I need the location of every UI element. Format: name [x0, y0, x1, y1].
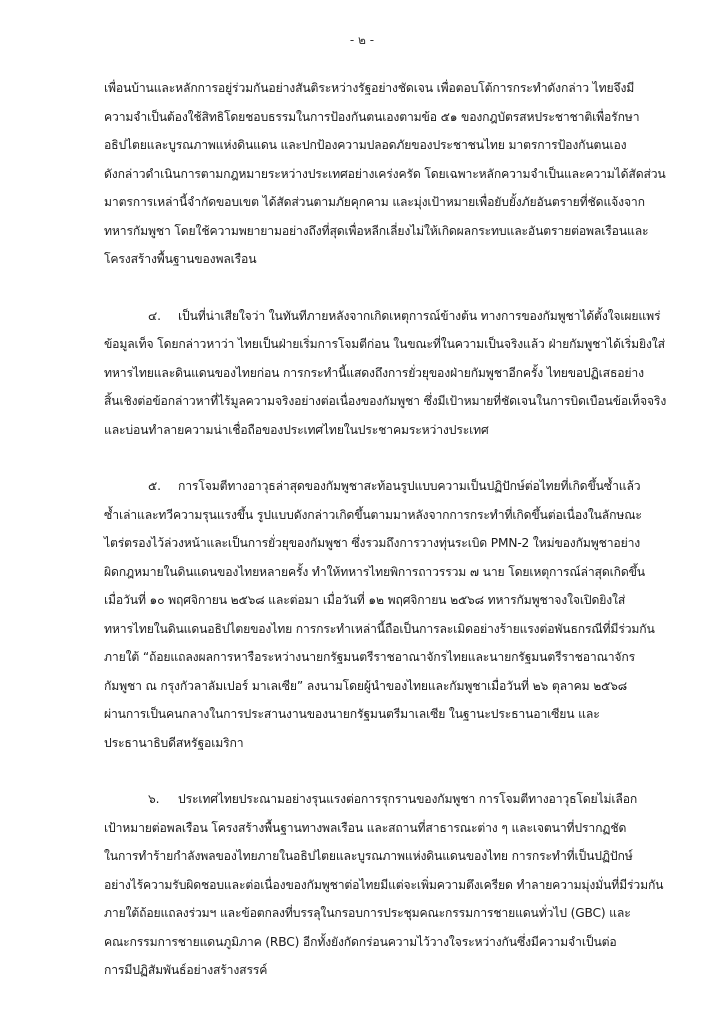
text-line-content: การโจมตีทางอาวุธล่าสุดของกัมพูชาสะท้อนรูปแบบความเป็นปฏิปักษ์ต่อไทยที่เกิดขึ้นซ้ำแล้ว: [178, 479, 641, 493]
text-line: เมื่อวันที่ ๑๐ พฤศจิกายน ๒๕๖๘ และต่อมา เมื่อวันที่ ๑๒ พฤศจิกายน ๒๕๖๘ ทหารกัมพูชาจงใจเปิดยิงใส่: [104, 593, 626, 607]
text-line-content: ประเทศไทยประณามอย่างรุนแรงต่อการรุกรานของกัมพูชา การโจมตีทางอาวุธโดยไม่เลือก: [178, 792, 638, 806]
text-line: ความจำเป็นต้องใช้สิทธิโดยชอบธรรมในการป้องกันตนเองตามข้อ ๕๑ ของกฎบัตรสหประชาชาติเพื่อรักษา: [104, 109, 640, 124]
text-line: การมีปฏิสัมพันธ์อย่างสร้างสรรค์: [104, 963, 268, 977]
text-line: ภายใต้ “ถ้อยแถลงผลการหารือระหว่างนายกรัฐมนตรีราชอาณาจักรไทยและนายกรัฐมนตรีราชอาณาจักร: [104, 650, 636, 664]
text-line: ทหารไทยในดินแดนอธิปไตยของไทย การกระทำเหล่านี้ถือเป็นการละเมิดอย่างร้ายแรงต่อพันธกรณีที่มีร่วมกัน: [104, 621, 655, 636]
text-line: ประธานาธิบดีสหรัฐอเมริกา: [104, 735, 244, 750]
paragraph-gap: [104, 444, 664, 472]
text-line: เพื่อนบ้านและหลักการอยู่ร่วมกันอย่างสันติระหว่างรัฐอย่างชัดเจน เพื่อตอบโต้การกระทำดังกล่าว ไทยจึงมี: [104, 81, 635, 95]
text-line: [104, 472, 664, 501]
paragraph-number: ๔.: [148, 308, 161, 323]
text-line: ในการทำร้ายกำลังพลของไทยภายในอธิปไตยและบูรณภาพแห่งดินแดนของไทย การกระทำที่เป็นปฏิปักษ์: [104, 849, 633, 863]
paragraph-5: [104, 472, 664, 757]
text-line: ภายใต้ถ้อยแถลงร่วมฯ และข้อตกลงที่บรรลุในกรอบการประชุมคณะกรรมการชายแดนทั่วไป (GBC) และ: [104, 906, 631, 920]
text-line-content: เป็นที่น่าเสียใจว่า ในทันทีภายหลังจากเกิดเหตุการณ์ข้างต้น ทางการของกัมพูชาได้ตั้งใจเผยแพร่: [178, 308, 661, 323]
text-line: ข้อมูลเท็จ โดยกล่าวหาว่า ไทยเป็นฝ่ายเริ่มการโจมตีก่อน ในขณะที่ในความเป็นจริงแล้ว ฝ่ายกัมพูชาได้เริ่มยิงใส่: [104, 337, 665, 351]
document-body: [104, 74, 667, 985]
text-line: มาตรการเหล่านี้จำกัดขอบเขต ได้สัดส่วนตามภัยคุกคาม และมุ่งเป้าหมายเพื่อยับยั้งภัยอันตรายที่ชัดแจ้งจาก: [104, 195, 645, 209]
text-line: ผ่านการเป็นคนกลางในการประสานงานของนายกรัฐมนตรีมาเลเซีย ในฐานะประธานอาเซียน และ: [104, 707, 600, 721]
text-line: ไตร่ตรองไว้ล่วงหน้าและเป็นการยั่วยุของกัมพูชา ซึ่งรวมถึงการวางทุ่นระเบิด PMN-2 ใหม่ของกัมพูชาอย่าง: [104, 536, 641, 550]
paragraph-number: ๕.: [148, 479, 161, 493]
paragraph-continued: [104, 74, 664, 274]
paragraph-gap: [104, 757, 664, 785]
text-line: ทหารไทยและดินแดนของไทยก่อน การกระทำนี้แสดงถึงการยั่วยุของฝ่ายกัมพูชาอีกครั้ง ไทยขอปฏิเสธอย่าง: [104, 365, 644, 380]
text-line: อธิปไตยและบูรณภาพแห่งดินแดน และปกป้องความปลอดภัยของประชาชนไทย มาตรการป้องกันตนเอง: [104, 138, 627, 152]
text-line: ซ้ำเล่าและทวีความรุนแรงขึ้น รูปแบบดังกล่าวเกิดขึ้นตามมาหลังจากการกระทำที่เกิดขึ้นต่อเนื่องในลักษณะ: [104, 507, 642, 522]
text-line: และบ่อนทำลายความน่าเชื่อถือของประเทศไทยในประชาคมระหว่างประเทศ: [104, 422, 489, 437]
text-line: อย่างไร้ความรับผิดชอบและต่อเนื่องของกัมพูชาต่อไทยมีแต่จะเพิ่มความตึงเครียด ทำลายความมุ่งมั่นที่มีร่วมกัน: [104, 877, 664, 892]
paragraph-4: [104, 302, 667, 445]
text-line: กัมพูชา ณ กรุงกัวลาลัมเปอร์ มาเลเซีย” ลงนามโดยผู้นำของไทยและกัมพูชาเมื่อวันที่ ๒๖ ตุลาคม ๒๕๖๘: [104, 678, 628, 693]
paragraph-gap: [104, 274, 664, 302]
paragraph-6: [104, 785, 664, 985]
paragraph-number: ๖.: [148, 792, 160, 806]
text-line: คณะกรรมการชายแดนภูมิภาค (RBC) อีกทั้งยังกัดกร่อนความไว้วางใจระหว่างกันซึ่งมีความจำเป็นต่อ: [104, 934, 617, 949]
page-number: - ๒ -: [349, 33, 375, 47]
text-line: ผิดกฎหมายในดินแดนของไทยหลายครั้ง ทำให้ทหารไทยพิการถาวรรวม ๗ นาย โดยเหตุการณ์ล่าสุดเกิดขึ้น: [104, 564, 645, 579]
text-line: โครงสร้างพื้นฐานของพลเรือน: [104, 252, 257, 266]
text-line: [104, 302, 664, 331]
text-line: เป้าหมายต่อพลเรือน โครงสร้างพื้นฐานทางพลเรือน และสถานที่สาธารณะต่าง ๆ และเจตนาที่ปรากฏชัด: [104, 820, 627, 835]
text-line: สิ้นเชิงต่อข้อกล่าวหาที่ไร้มูลความจริงอย่างต่อเนื่องของกัมพูชา ซึ่งมีเป้าหมายที่ชัดเจนในการบิดเบือนข้อเท็จจริง: [104, 394, 667, 408]
text-line: ดังกล่าวดำเนินการตามกฎหมายระหว่างประเทศอย่างเคร่งครัด โดยเฉพาะหลักความจำเป็นและความได้สัดส่วน: [104, 166, 666, 181]
text-line: ทหารกัมพูชา โดยใช้ความพยายามอย่างถึงที่สุดเพื่อหลีกเลี่ยงไม่ให้เกิดผลกระทบและอันตรายต่อพลเรือนและ: [104, 223, 649, 238]
text-line: [104, 785, 664, 814]
